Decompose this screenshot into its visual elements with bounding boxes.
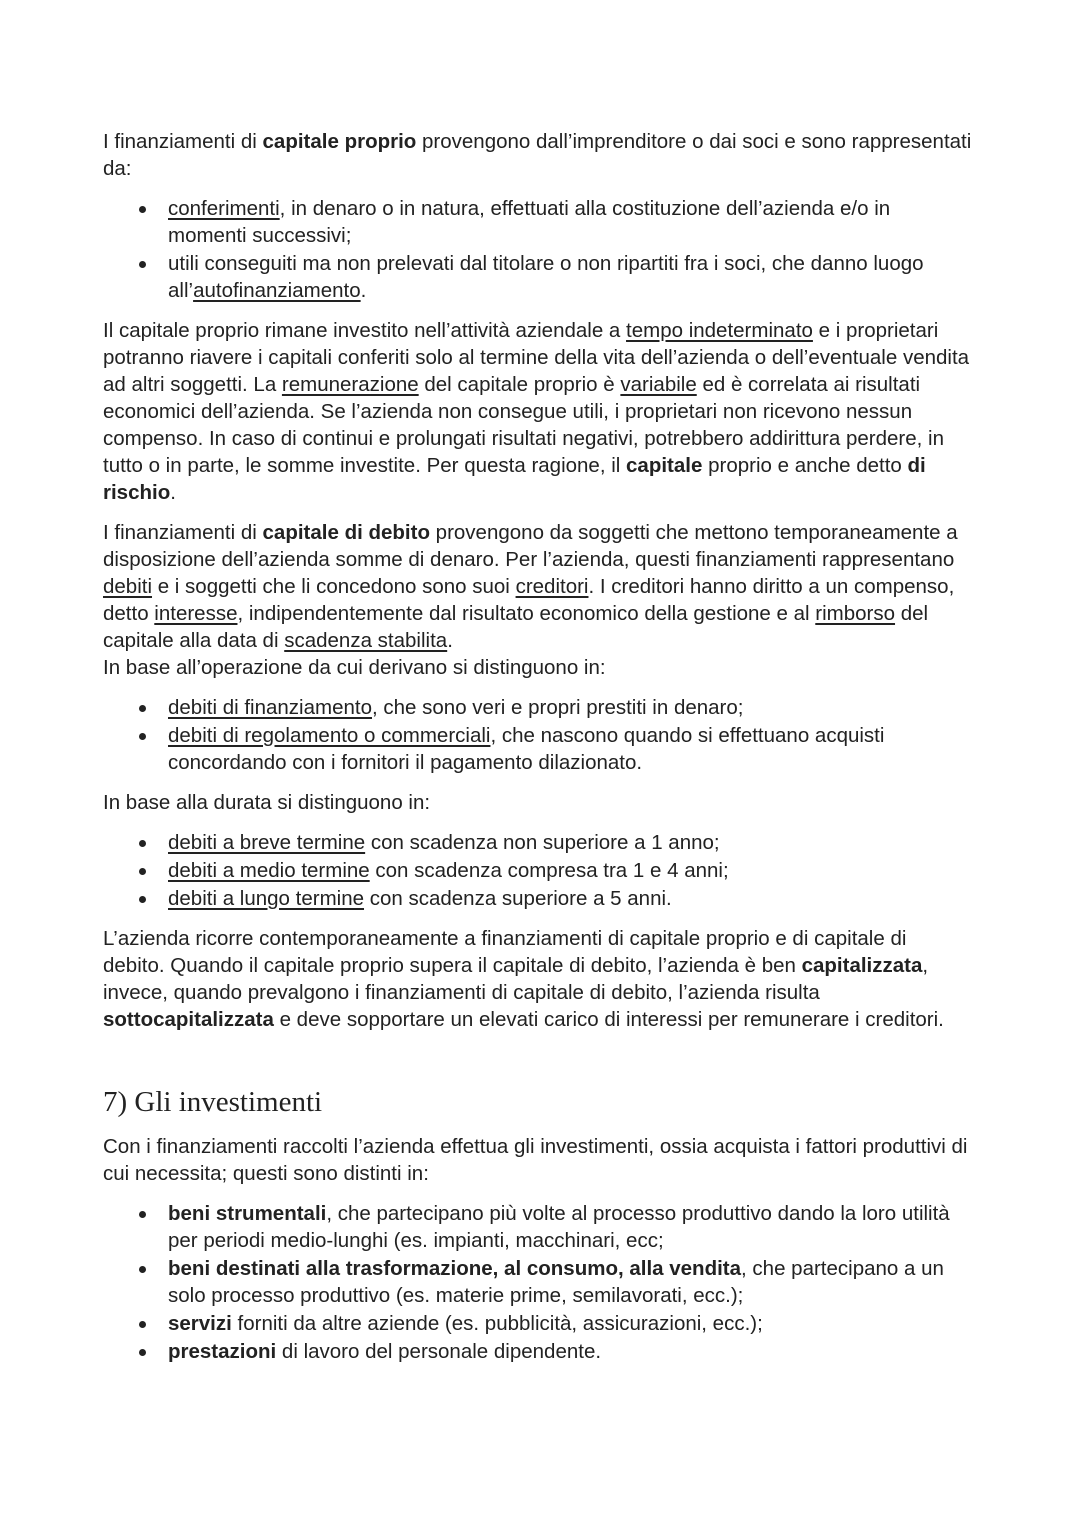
bullet-icon [139,868,146,875]
bold-term: capitale [626,454,703,477]
text: , invece, quando prevalgono i finanziamenti di capitale di debito, l’azienda risulta [103,954,929,1004]
text: L’azienda ricorre contemporaneamente a finanziamenti di capitale proprio e di capitale di debito. Quando il capitale proprio supera il capitale di debito, l’azienda è ben [103,927,907,977]
text: Il capitale proprio rimane investito nell’attività aziendale a [103,319,627,342]
bold-term: beni destinati alla trasformazione, al consumo, alla vendita [168,1257,742,1280]
underlined-term: scadenza stabilita [284,629,448,652]
underlined-term: autofinanziamento [193,279,361,302]
text: con scadenza non superiore a 1 anno; [365,831,720,854]
bullet-icon [139,896,146,903]
list-investimenti [103,1200,973,1365]
text: . [170,481,176,504]
paragraph-investimenti: Con i finanziamenti raccolti l’azienda effettua gli investimenti, ossia acquista i fattori produttivi di cui necessita; questi sono distinti in: [103,1135,968,1185]
underlined-term: debiti di finanziamento [168,696,372,719]
list-item [103,857,973,884]
paragraph-capitalizzazione [103,925,973,1033]
underlined-term: creditori [515,575,589,598]
text: . [447,629,453,652]
text: I finanziamenti di [103,130,263,153]
bullet-icon [139,733,146,740]
underlined-term: remunerazione [281,373,419,396]
underlined-term: rimborso [815,602,896,625]
text: di lavoro del personale dipendente. [276,1340,602,1363]
bullet-icon [139,1349,146,1356]
text: provengono da soggetti che mettono temporaneamente a disposizione dell’azienda somme di denaro. Per l’azienda, questi finanziamenti rappresentano [103,521,958,571]
bold-term: capitale proprio [262,130,417,153]
text: ed è correlata ai risultati economici dell’azienda. Se l’azienda non consegue utili, i proprietari non ricevono nessun compenso. In caso di continui e prolungati risultati negativi, potrebbero addirittura perdere, in tutto o in parte, le somme investite. Per questa ragione, il [103,373,944,477]
document-body [103,128,973,1378]
text: , che partecipano più volte al processo produttivo dando la loro utilità per periodi medio-lunghi (es. impianti, macchinari, ecc; [168,1202,950,1252]
bold-term: servizi [168,1312,232,1335]
list-item [103,722,973,776]
underlined-term: debiti a lungo termine [168,887,365,910]
paragraph-durata: In base alla durata si distinguono in: [103,791,431,814]
list-item [103,1255,973,1309]
underlined-term: debiti a medio termine [168,859,370,882]
text: , che partecipano a un solo processo produttivo (es. materie prime, semilavorati, ecc.); [168,1257,944,1307]
bullet-icon [139,1321,146,1328]
bullet-icon [139,261,146,268]
list-item [103,1200,973,1254]
underlined-term: debiti [103,575,153,598]
list-item [103,829,973,856]
underlined-term: interesse [154,602,238,625]
bold-term: prestazioni [168,1340,277,1363]
bullet-icon [139,206,146,213]
underlined-term: debiti di regolamento o commerciali [168,724,491,747]
paragraph-capitale-proprio [103,128,973,182]
underlined-term: tempo indeterminato [626,319,813,342]
text: , indipendentemente dal risultato economico della gestione e al [237,602,816,625]
text: forniti da altre aziende (es. pubblicità, assicurazioni, ecc.); [231,1312,763,1335]
list-item [103,1338,973,1365]
bold-term: sottocapitalizzata [103,1008,274,1031]
list-item [103,1310,973,1337]
text: proprio e anche detto [702,454,908,477]
text: . [360,279,367,302]
text: con scadenza superiore a 5 anni. [364,887,672,910]
text: . I creditori hanno diritto a un compenso, detto [103,575,955,625]
paragraph-rischio [103,317,973,506]
list-debiti-operazione [103,694,973,776]
text: , che nascono quando si effettuano acquisti concordando con i fornitori il pagamento dilazionato. [168,724,885,774]
text: I finanziamenti di [103,521,263,544]
text: , che sono veri e propri prestiti in denaro; [372,696,744,719]
text: e deve sopportare un elevati carico di interessi per remunerare i creditori. [273,1008,944,1031]
underlined-term: debiti a breve termine [168,831,366,854]
text: del capitale alla data di [103,602,929,652]
bold-term: capitalizzata [801,954,923,977]
bullet-icon [139,1211,146,1218]
bold-term: beni strumentali [168,1202,327,1225]
text: e i soggetti che li concedono sono suoi [152,575,516,598]
bullet-icon [139,1266,146,1273]
text: , in denaro o in natura, effettuati alla costituzione dell’azienda e/o in momenti successivi; [168,197,891,247]
section-heading: 7) Gli investimenti [103,1086,323,1118]
bold-term: di rischio [103,454,926,504]
paragraph-capitale-debito [103,519,973,681]
list-item [103,195,973,249]
text: e i proprietari potranno riavere i capitali conferiti solo al termine della vita dell’azienda o dell’eventuale vendita ad altri soggetti. La [103,319,970,396]
bullet-icon [139,705,146,712]
list-capitale-proprio [103,195,973,304]
underlined-term: conferimenti [168,197,280,220]
underlined-term: variabile [620,373,697,396]
bullet-icon [139,840,146,847]
text: utili conseguiti ma non prelevati dal titolare o non ripartiti fra i soci, che danno luogo all’ [168,252,924,302]
list-debiti-durata [103,829,973,912]
text: In base all’operazione da cui derivano si distinguono in: [103,656,606,679]
text: provengono dall’imprenditore o dai soci e sono rappresentati da: [103,130,972,180]
text: del capitale proprio è [418,373,621,396]
bold-term: capitale di debito [262,521,430,544]
list-item [103,885,973,912]
list-item [103,694,973,721]
list-item [103,250,973,304]
text: con scadenza compresa tra 1 e 4 anni; [369,859,729,882]
